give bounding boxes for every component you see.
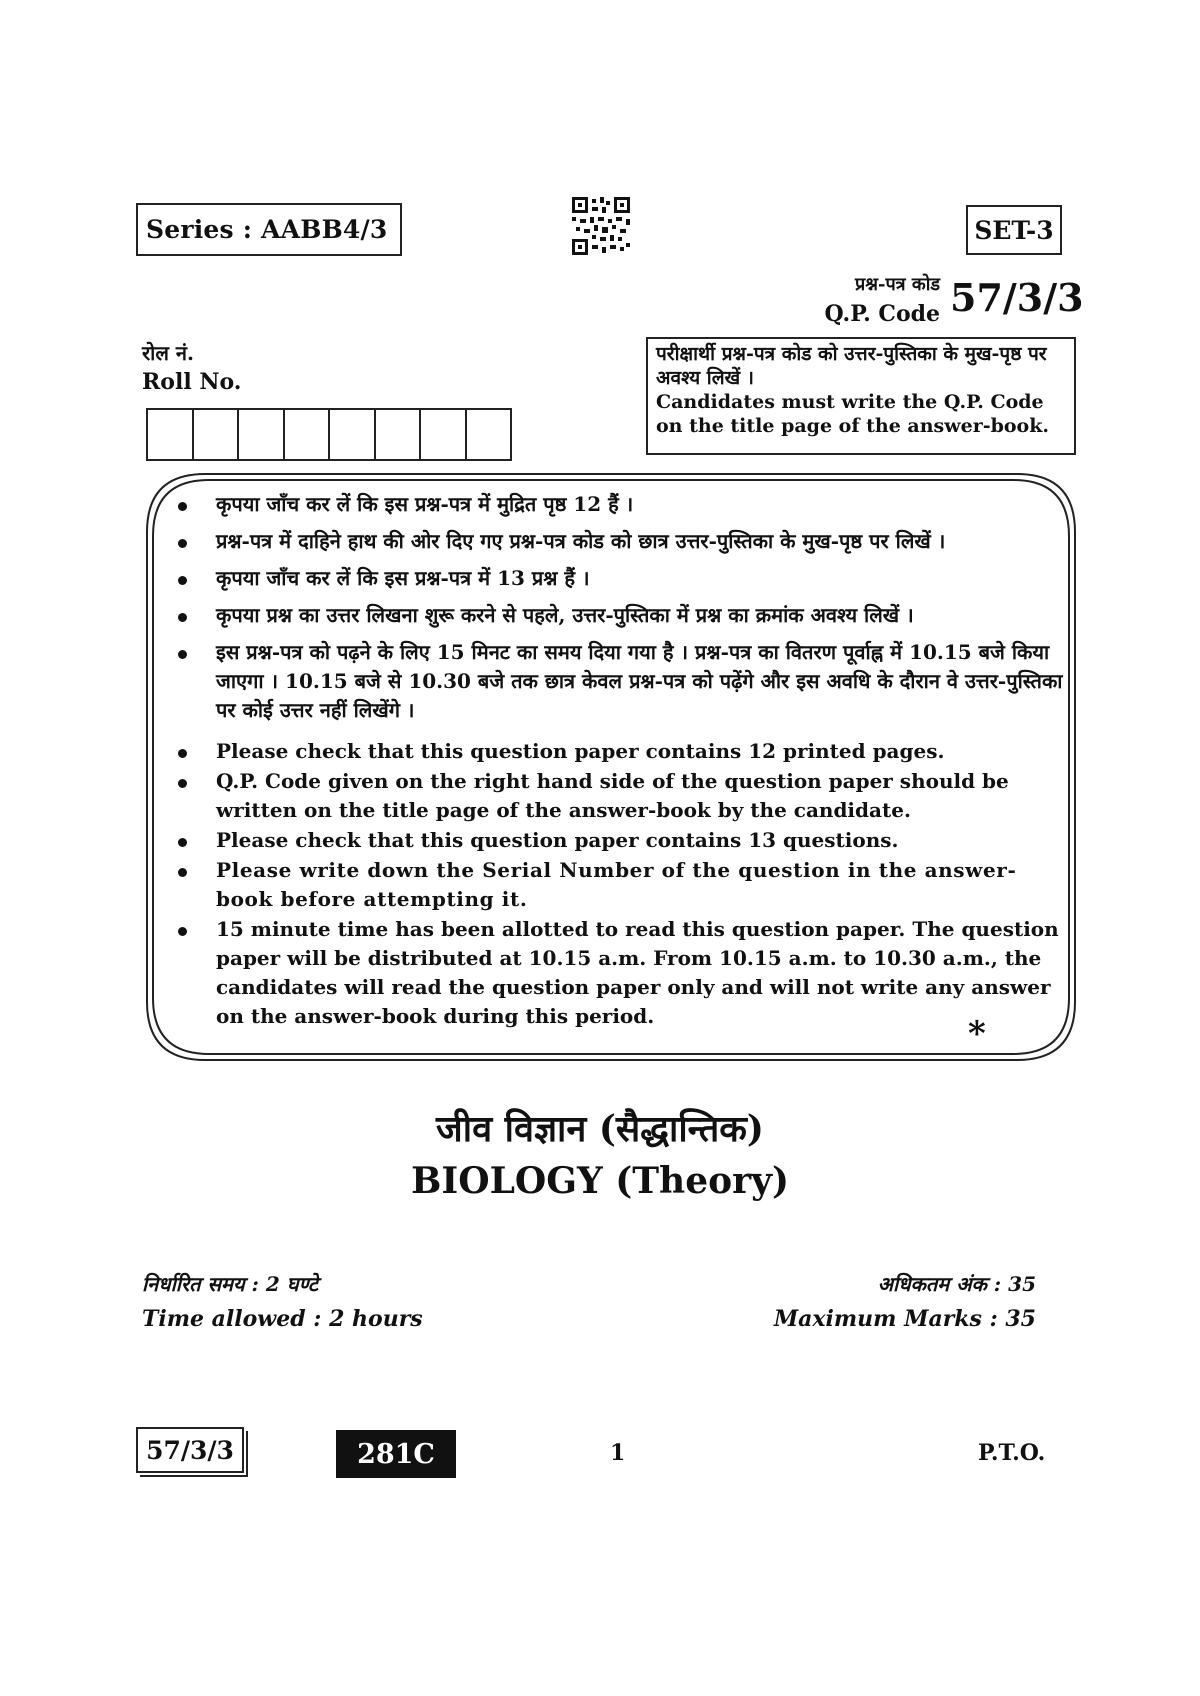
roll-number-boxes[interactable] — [146, 408, 512, 461]
bullet-icon — [178, 868, 187, 877]
qr-code-icon — [572, 197, 630, 255]
candidate-note-box — [646, 337, 1076, 455]
time-allowed-hindi: निर्धारित समय : 2 घण्टे — [142, 1272, 318, 1296]
roll-label-hindi: रोल नं. — [142, 341, 194, 365]
instruction-item: Please check that this question paper contains 13 questions. — [170, 826, 1070, 855]
instruction-item: कृपया जाँच कर लें कि इस प्रश्न-पत्र में 13 प्रश्न हैं । — [170, 564, 1070, 593]
roll-digit-box[interactable] — [421, 410, 467, 459]
time-allowed: Time allowed : 2 hours — [142, 1306, 423, 1332]
instruction-item: इस प्रश्न-पत्र को पढ़ने के लिए 15 मिनट का समय दिया गया है । प्रश्न-पत्र का वितरण पूर्वाह्न में 10.15 बजे किया जाएगा । 10.15 बजे से 10.30 बजे तक छात्र केवल प्रश्न-पत्र को पढ़ेंगे और इस अवधि के दौरान वे उत्तर-पुस्तिका पर कोई उत्तर नहीं लिखेंगे । — [170, 638, 1070, 725]
instructions-list — [170, 490, 1070, 1032]
subject-title-hindi: जीव विज्ञान (सैद्धान्तिक) — [436, 1108, 764, 1150]
instruction-item: प्रश्न-पत्र में दाहिने हाथ की ओर दिए गए प्रश्न-पत्र कोड को छात्र उत्तर-पुस्तिका के मुख-पृष्ठ पर लिखें । — [170, 527, 1070, 556]
page-number: 1 — [610, 1440, 626, 1466]
subject-title: BIOLOGY (Theory) — [410, 1160, 790, 1202]
roll-digit-box[interactable] — [330, 410, 376, 459]
set-label: SET-3 — [966, 205, 1062, 255]
pto-label: P.T.O. — [978, 1440, 1046, 1466]
roll-digit-box[interactable] — [467, 410, 511, 459]
bullet-icon — [178, 613, 187, 622]
qp-code-label: Q.P. Code — [824, 301, 940, 327]
bullet-icon — [178, 576, 187, 585]
bullet-icon — [178, 779, 187, 788]
footer-qp-code: 57/3/3 — [136, 1427, 244, 1473]
bullet-icon — [178, 502, 187, 511]
bullet-icon — [178, 650, 187, 659]
candidate-note-hindi: परीक्षार्थी प्रश्न-पत्र कोड को उत्तर-पुस्तिका के मुख-पृष्ठ पर अवश्य लिखें । — [656, 343, 1047, 389]
roll-digit-box[interactable] — [376, 410, 422, 459]
qp-code-label-hindi: प्रश्न-पत्र कोड — [855, 274, 940, 295]
bullet-icon — [178, 838, 187, 847]
instruction-item: कृपया जाँच कर लें कि इस प्रश्न-पत्र में मुद्रित पृष्ठ 12 हैं । — [170, 490, 1070, 519]
instruction-item: 15 minute time has been allotted to read this question paper. The question paper will be distributed at 10.15 a.m. From 10.15 a.m. to 10.30 a.m., the candidates will read the question paper only and will not write any answer on the answer-book during this period. — [170, 915, 1070, 1031]
bullet-icon — [178, 539, 187, 548]
series-label: Series : AABB4/3 — [136, 203, 402, 256]
instruction-item: Q.P. Code given on the right hand side of the question paper should be written on the title page of the answer-book by the candidate. — [170, 767, 1070, 825]
bullet-icon — [178, 927, 187, 936]
instruction-item: Please write down the Serial Number of the question in the answer-book before attempting it. — [170, 856, 1070, 914]
footer-badge: 281C — [336, 1430, 456, 1478]
candidate-note-english: Candidates must write the Q.P. Code on the title page of the answer-book. — [656, 391, 1049, 437]
maximum-marks: Maximum Marks : 35 — [773, 1306, 1036, 1332]
qp-code: 57/3/3 — [950, 275, 1084, 320]
roll-digit-box[interactable] — [194, 410, 240, 459]
roll-digit-box[interactable] — [148, 410, 194, 459]
star-icon: * — [968, 1014, 986, 1054]
roll-digit-box[interactable] — [285, 410, 331, 459]
roll-label: Roll No. — [142, 369, 242, 395]
roll-digit-box[interactable] — [239, 410, 285, 459]
instruction-item: Please check that this question paper contains 12 printed pages. — [170, 737, 1070, 766]
bullet-icon — [178, 749, 187, 758]
maximum-marks-hindi: अधिकतम अंक : 35 — [877, 1272, 1036, 1296]
instruction-item: कृपया प्रश्न का उत्तर लिखना शुरू करने से पहले, उत्तर-पुस्तिका में प्रश्न का क्रमांक अवश्य लिखें । — [170, 601, 1070, 630]
